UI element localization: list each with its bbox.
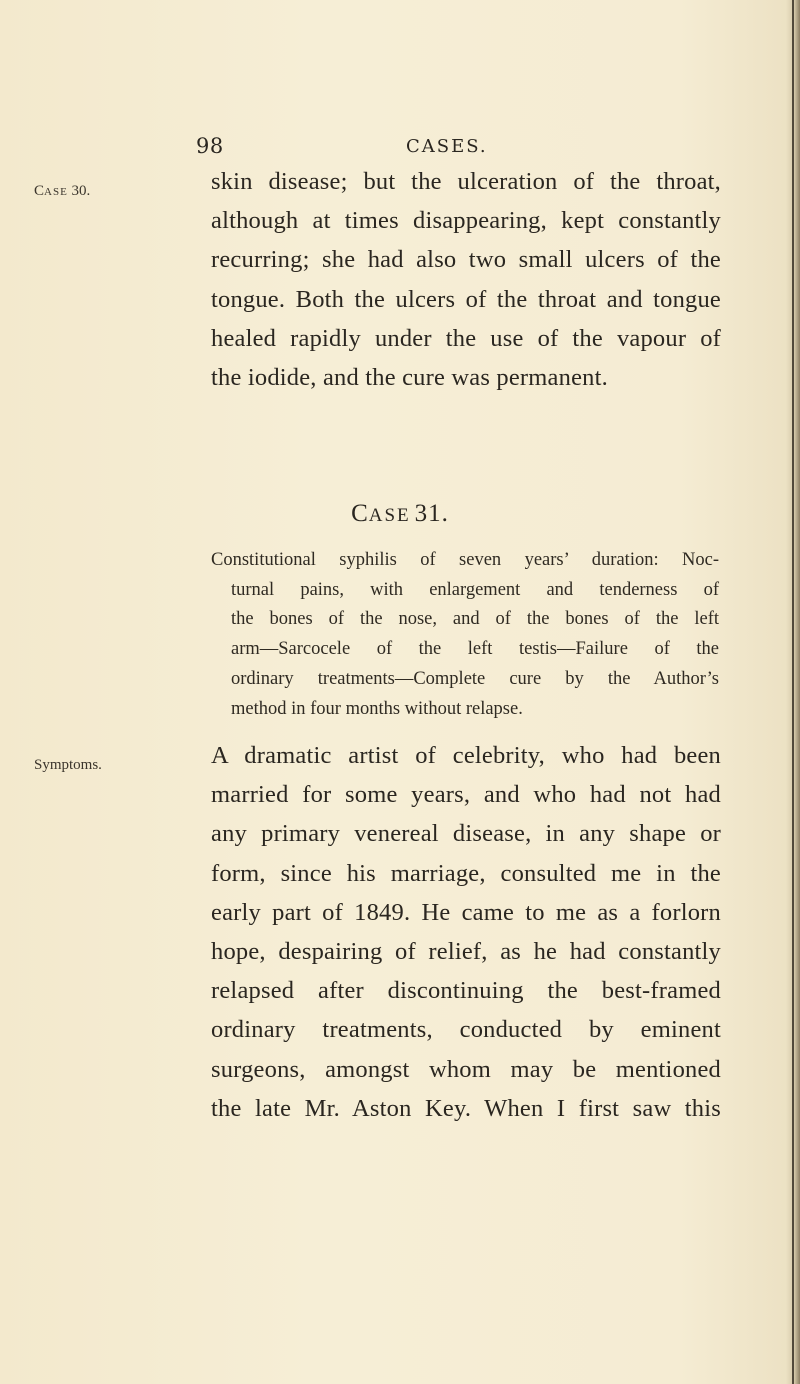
text-line: relapsed after discontinuing the best-framed — [211, 977, 721, 1005]
margin-note-symptoms: Symptoms. — [34, 757, 102, 773]
text-line: recurring; she had also two small ulcers of the — [211, 246, 721, 274]
margin-note-case-rest: ASE — [44, 186, 68, 198]
summary-line: ordinary treatments—Complete cure by the Author’s — [231, 668, 719, 689]
text-line: tongue. Both the ulcers of the throat and tongue — [211, 285, 721, 313]
margin-note-case-first-letter: C — [34, 183, 45, 199]
page-number: 98 — [196, 134, 224, 158]
text-line: the iodide, and the cure was permanent. — [211, 364, 608, 392]
text-line: the late Mr. Aston Key. When I first saw this — [211, 1094, 721, 1122]
page-edge-line — [792, 0, 794, 1384]
case-heading-first-letter: C — [351, 500, 369, 527]
summary-line: turnal pains, with enlargement and tenderness of — [231, 579, 719, 600]
summary-line: Constitutional syphilis of seven years’ duration: Noc- — [211, 550, 719, 570]
margin-note-case-30 — [34, 183, 90, 200]
text-line: ordinary treatments, conducted by eminent — [211, 1016, 721, 1044]
text-line: skin disease; but the ulceration of the throat, — [211, 168, 721, 195]
running-head: CASES. — [406, 136, 488, 157]
summary-line: the bones of the nose, and of the bones of the left — [231, 609, 719, 630]
text-line: early part of 1849. He came to me as a forlorn — [211, 898, 721, 926]
text-line: hope, despairing of relief, as he had constantly — [211, 938, 721, 966]
case-heading — [0, 500, 800, 528]
paragraph-symptoms — [211, 736, 721, 1128]
text-line: surgeons, amongst whom may be mentioned — [211, 1055, 721, 1083]
text-line: healed rapidly under the use of the vapour of — [211, 324, 721, 352]
text-line: A dramatic artist of celebrity, who had been — [211, 742, 721, 769]
margin-note-case-number: 30. — [71, 183, 91, 199]
case-heading-number: 31. — [414, 500, 449, 527]
page-header — [196, 134, 716, 164]
text-line: married for some years, and who had not had — [211, 781, 721, 809]
text-line: any primary venereal disease, in any shape or — [211, 820, 721, 848]
text-line: form, since his marriage, consulted me in the — [211, 859, 721, 887]
summary-line: method in four months without relapse. — [231, 698, 523, 719]
text-line: although at times disappearing, kept constantly — [211, 207, 721, 235]
paragraph-continuation — [211, 162, 721, 397]
summary-line: arm—Sarcocele of the left testis—Failure of the — [231, 639, 719, 660]
case-heading-rest: ASE — [368, 505, 411, 526]
case-summary — [211, 546, 719, 724]
